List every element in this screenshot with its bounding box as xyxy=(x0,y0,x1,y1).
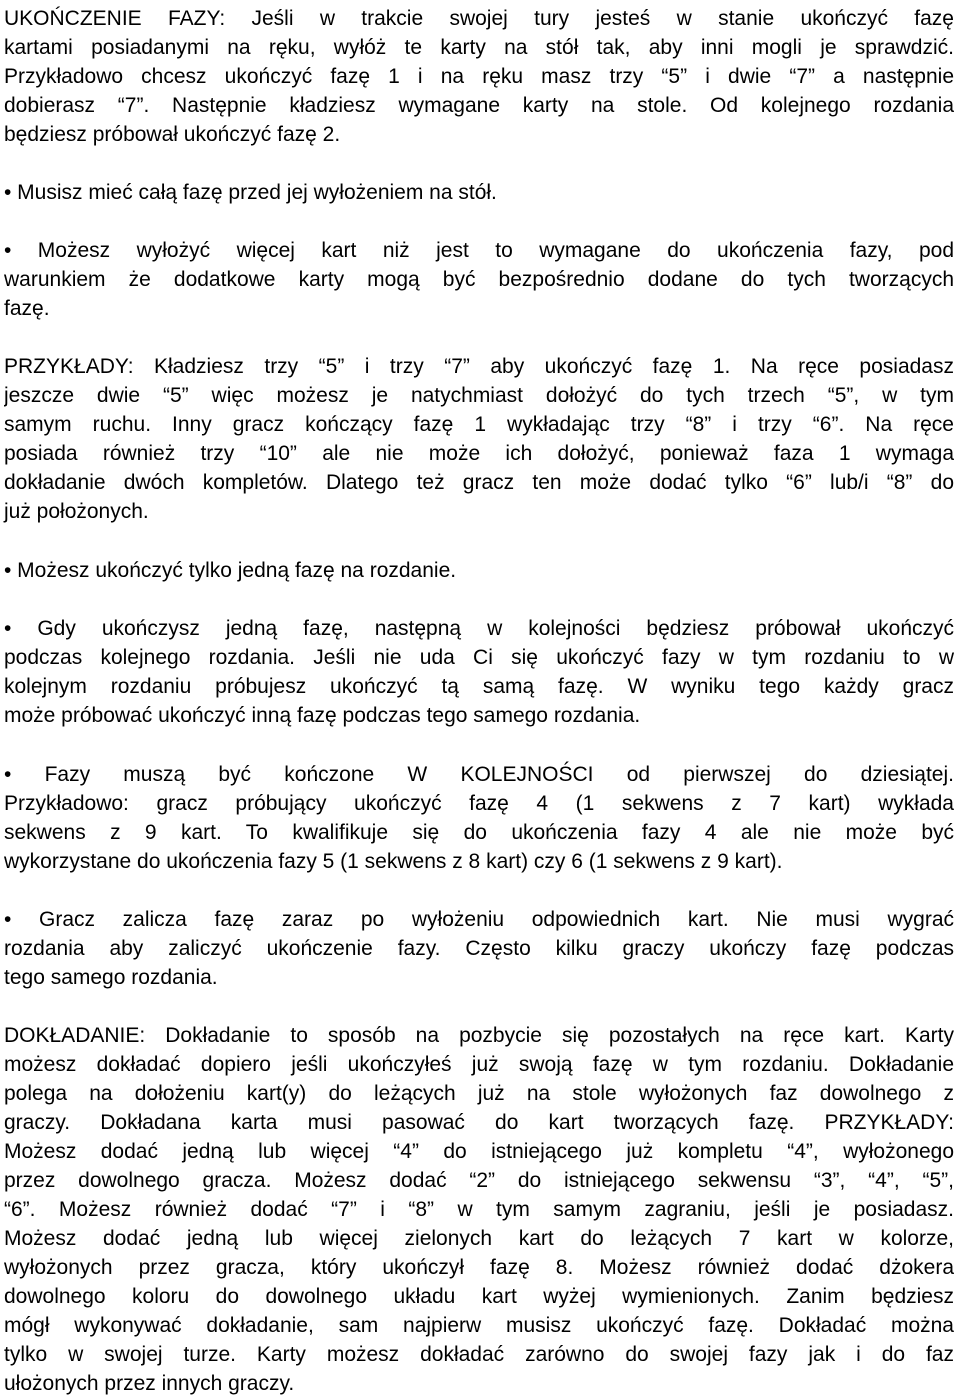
text-line: mógł wykonywać dokładanie, sam najpierw musisz ukończyć fazę. Dokładać można xyxy=(4,1314,954,1337)
text-line: ułożonych przez innych graczy. xyxy=(4,1372,295,1395)
text-line: • Możesz ukończyć tylko jedną fazę na rozdanie. xyxy=(4,559,457,582)
text-line: dokładanie dwóch kompletów. Dlatego też gracz ten może dodać tylko “6” lub/i “8” do xyxy=(4,471,954,494)
text-line: posiada również trzy “10” ale nie może ich dołożyć, ponieważ faza 1 wymaga xyxy=(4,442,954,465)
rule-bullet xyxy=(4,760,954,876)
text-line: kartami posiadanymi na ręku, wyłóż te karty na stół tak, aby inni mogli je sprawdzić. xyxy=(4,36,954,59)
text-line: UKOŃCZENIE FAZY: Jeśli w trakcie swojej tury jesteś w stanie ukończyć fazę xyxy=(4,7,954,30)
text-line: podczas kolejnego rozdania. Jeśli nie uda Ci się ukończyć fazy w tym rozdaniu to w xyxy=(4,646,954,669)
text-line: Przykładowo: gracz próbujący ukończyć fazę 4 (1 sekwens z 7 kart) wykłada xyxy=(4,792,954,815)
text-line: wykorzystane do ukończenia fazy 5 (1 sekwens z 8 kart) czy 6 (1 sekwens z 9 kart). xyxy=(4,850,783,873)
text-line: • Fazy muszą być kończone W KOLEJNOŚCI od pierwszej do dziesiątej. xyxy=(4,763,954,786)
text-line: samym ruchu. Inny gracz kończący fazę 1 wykładając trzy “8” i trzy “6”. Na ręce xyxy=(4,413,954,436)
text-line: kolejnym rozdaniu próbujesz ukończyć tą samą fazę. W wyniku tego każdy gracz xyxy=(4,675,954,698)
text-line: może próbować ukończyć inną fazę podczas tego samego rozdania. xyxy=(4,704,641,727)
text-line: tego samego rozdania. xyxy=(4,966,218,989)
rule-bullet xyxy=(4,178,954,207)
rule-bullet xyxy=(4,614,954,730)
phase-completion-paragraph xyxy=(4,4,954,149)
text-line: fazę. xyxy=(4,297,50,320)
text-line: • Musisz mieć całą fazę przed jej wyłożeniem na stół. xyxy=(4,181,497,204)
text-line: sekwens z 9 kart. To kwalifikuje się do ukończenia fazy 4 ale nie może być xyxy=(4,821,954,844)
text-line: jeszcze dwie “5” więc możesz je natychmiast dołożyć do tych trzech “5”, w tym xyxy=(4,384,954,407)
text-line: dowolnego koloru do dowolnego układu kart wyżej wymienionych. Zanim będziesz xyxy=(4,1285,954,1308)
text-line: Możesz dodać jedną lub więcej zielonych kart do leżących 7 kart w kolorze, xyxy=(4,1227,954,1250)
text-line: • Możesz wyłożyć więcej kart niż jest to wymagane do ukończenia fazy, pod xyxy=(4,239,954,262)
text-line: możesz dokładać dopiero jeśli ukończyłeś już swoją fazę w tym rozdaniu. Dokładanie xyxy=(4,1053,954,1076)
text-line: będziesz próbował ukończyć fazę 2. xyxy=(4,123,341,146)
text-line: wyłożonych przez gracza, który ukończył fazę 8. Możesz również dodać dżokera xyxy=(4,1256,954,1279)
text-line: już położonych. xyxy=(4,500,149,523)
text-line: DOKŁADANIE: Dokładanie to sposób na pozbycie się pozostałych na ręce kart. Karty xyxy=(4,1024,954,1047)
text-line: PRZYKŁADY: Kładziesz trzy “5” i trzy “7” aby ukończyć fazę 1. Na ręce posiadasz xyxy=(4,355,954,378)
laying-off-paragraph xyxy=(4,1021,954,1398)
text-line: • Gdy ukończysz jedną fazę, następną w kolejności będziesz próbował ukończyć xyxy=(4,617,954,640)
text-line: “6”. Możesz również dodać “7” i “8” w tym samym zagraniu, jeśli je posiadasz. xyxy=(4,1198,954,1221)
rule-bullet xyxy=(4,556,954,585)
text-line: warunkiem że dodatkowe karty mogą być bezpośrednio dodane do tych tworzących xyxy=(4,268,954,291)
examples-paragraph xyxy=(4,352,954,526)
rule-bullet xyxy=(4,905,954,992)
rule-bullet xyxy=(4,236,954,323)
text-line: przez dowolnego gracza. Możesz dodać “2” do istniejącego sekwensu “3”, “4”, “5”, xyxy=(4,1169,954,1192)
text-line: rozdania aby zaliczyć ukończenie fazy. Często kilku graczy ukończy fazę podczas xyxy=(4,937,954,960)
text-line: Możesz dodać jedną lub więcej “4” do istniejącego już kompletu “4”, wyłożonego xyxy=(4,1140,954,1163)
text-line: graczy. Dokładana karta musi pasować do kart tworzących fazę. PRZYKŁADY: xyxy=(4,1111,954,1134)
text-line: tylko w swojej turze. Karty możesz dokładać zarówno do swojej fazy jak i do faz xyxy=(4,1343,954,1366)
text-line: • Gracz zalicza fazę zaraz po wyłożeniu odpowiednich kart. Nie musi wygrać xyxy=(4,908,954,931)
text-line: dobierasz “7”. Następnie kładziesz wymagane karty na stole. Od kolejnego rozdania xyxy=(4,94,954,117)
text-line: Przykładowo chcesz ukończyć fazę 1 i na ręku masz trzy “5” i dwie “7” a następnie xyxy=(4,65,954,88)
text-line: polega na dołożeniu kart(y) do leżących już na stole wyłożonych faz dowolnego z xyxy=(4,1082,954,1105)
